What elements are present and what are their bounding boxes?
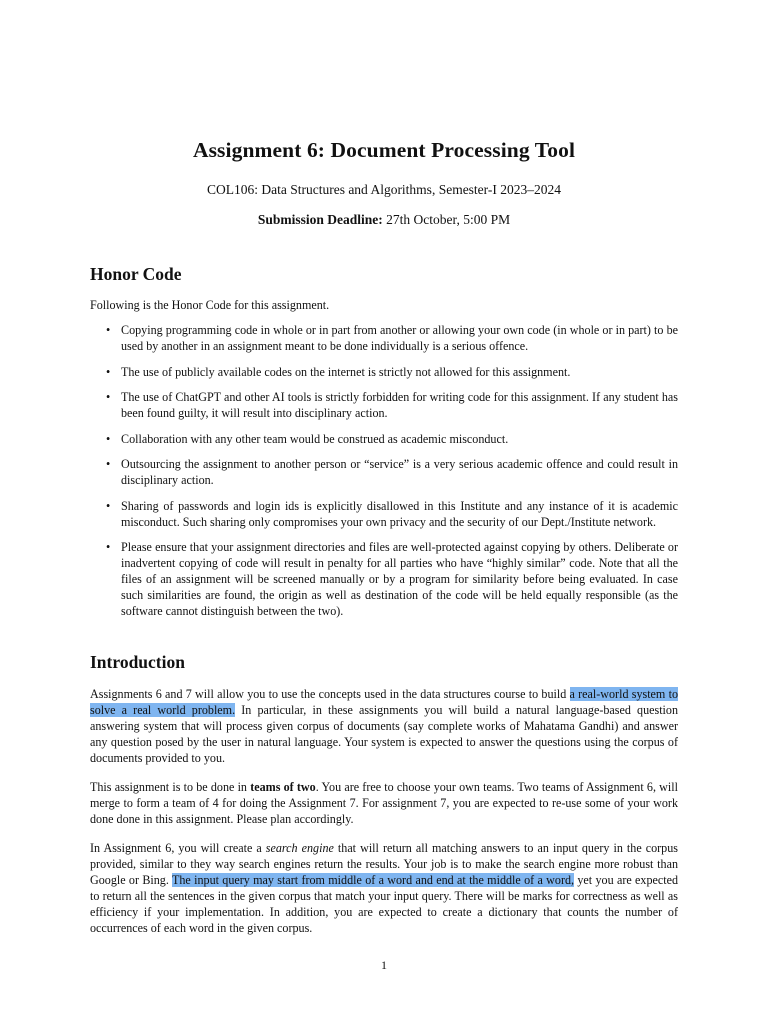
introduction-heading: Introduction: [90, 652, 185, 672]
submission-deadline: [90, 212, 678, 228]
intro-paragraph-2: [90, 779, 678, 827]
intro-p1-text: In particular, in these assignments you will build a natural language-based question answering system that will process given corpus of documents (say complete works of Mahatama Gandhi) and answer any question posed by the user in natural language. Your system is expected to answer the questions using the corpus of documents provided to you.: [90, 703, 679, 765]
deadline-value: 27th October, 5:00 PM: [382, 212, 511, 227]
course-subtitle: COL106: Data Structures and Algorithms, Semester-I 2023–2024: [206, 182, 562, 197]
intro-p3-text: that will return all matching answers to an input query in the corpus provided, similar to they way search engines return the results. Your job is to make the search engine more robust than Google or Bing.: [90, 841, 678, 887]
intro-p2-text: . You are free to choose your own teams. Two teams of Assignment 6, will merge to form a team of 4 for doing the Assignment 7. For assignment 7, you are expected to re-use some of your work done done in this assignment. Please plan accordingly.: [90, 780, 678, 826]
honor-code-item: • Copying programming code in whole or in part from another or allowing your own code (in whole or in part) to be used by another in an assignment meant to be done individually is a serious offence.: [90, 322, 678, 354]
honor-code-item: • Collaboration with any other team would be construed as academic misconduct.: [90, 431, 678, 447]
intro-paragraph-3: [90, 840, 678, 936]
honor-code-intro: Following is the Honor Code for this assignment.: [90, 298, 330, 312]
intro-paragraph-1: [90, 686, 678, 766]
highlighted-text: The input query may start from middle of a word and end at the middle of a word,: [171, 873, 575, 887]
intro-p3-text: In Assignment 6, you will create a: [90, 841, 266, 855]
honor-code-item: • The use of publicly available codes on the internet is strictly not allowed for this assignment.: [90, 364, 678, 380]
bold-text: teams of two: [250, 780, 316, 794]
honor-code-heading: Honor Code: [90, 264, 182, 284]
honor-code-item: • Outsourcing the assignment to another person or “service” is a very serious academic offence and could result in disciplinary action.: [90, 456, 678, 488]
highlighted-text: a real-world system to solve a real world problem.: [90, 687, 678, 717]
deadline-label: Submission Deadline:: [257, 212, 383, 227]
intro-p3-text: yet you are expected to return all the sentences in the given corpus that match your input query. There will be marks for correctness as well as efficiency if your implementation. In addition, you are expected to create a dictionary that counts the number of occurrences of each word in the given corpus.: [90, 873, 679, 935]
intro-p1-text: Assignments 6 and 7 will allow you to use the concepts used in the data structures course to build: [90, 687, 570, 701]
honor-code-list: [90, 322, 678, 629]
honor-code-item: • The use of ChatGPT and other AI tools is strictly forbidden for writing code for this assignment. If any student has been found guilty, it will result into disciplinary action.: [90, 389, 678, 421]
document-title: Assignment 6: Document Processing Tool: [192, 138, 576, 162]
intro-p2-text: This assignment is to be done in: [90, 780, 251, 794]
page-number: 1: [381, 958, 387, 972]
honor-code-item: • Sharing of passwords and login ids is explicitly disallowed in this Institute and any instance of it is academic misconduct. Such sharing only compromises your own privacy and the security of our Dept./Institute network.: [90, 498, 678, 530]
italic-text: search engine: [265, 841, 334, 855]
honor-code-item: • Please ensure that your assignment directories and files are well-protected against copying by others. Deliberate or inadvertent copying of code will result in penalty for all parties who have “highly similar” code. Note that all the files of an assignment will be screened manually or by a program for similarity before being evaluated. In case such similarities are found, the origin as well as destination of the code will be held equally responsible (as the software cannot distinguish between the two).: [90, 539, 678, 619]
